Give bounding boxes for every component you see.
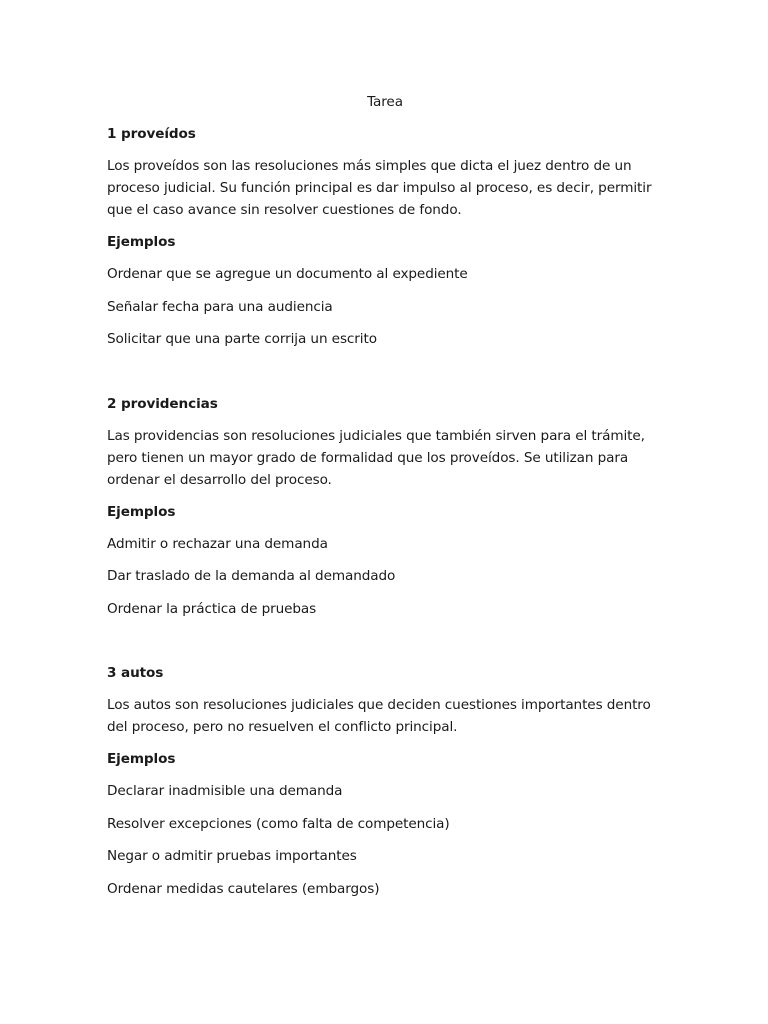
section-heading: 1 proveídos	[107, 126, 196, 142]
section-proveidos	[107, 123, 663, 350]
examples-label: Ejemplos	[107, 234, 176, 250]
section-autos	[107, 662, 663, 900]
example-item: Dar traslado de la demanda al demandado	[107, 568, 396, 584]
section-heading: 3 autos	[107, 665, 164, 681]
document-body	[107, 91, 663, 910]
section-heading: 2 providencias	[107, 395, 218, 412]
example-item: Negar o admitir pruebas importantes	[107, 848, 357, 864]
document-title: Tarea	[367, 94, 403, 110]
example-item: Ordenar la práctica de pruebas	[107, 600, 317, 617]
example-item: Resolver excepciones (como falta de competencia)	[107, 815, 450, 832]
examples-label: Ejemplos	[107, 751, 176, 767]
section-paragraph: Los proveídos son las resoluciones más simples que dicta el juez dentro de un proceso judicial. Su función principal es dar impulso al proceso, es decir, permitir que el caso avance sin resolver cuestiones de fondo.	[107, 158, 652, 218]
section-spacer	[107, 630, 663, 662]
example-item: Ordenar que se agregue un documento al expediente	[107, 266, 468, 282]
example-item: Señalar fecha para una audiencia	[107, 298, 333, 315]
example-item: Admitir o rechazar una demanda	[107, 535, 328, 552]
section-paragraph: Los autos son resoluciones judiciales que deciden cuestiones importantes dentro del proceso, pero no resuelven el conflicto principal.	[107, 697, 651, 735]
example-item: Declarar inadmisible una demanda	[107, 783, 343, 799]
example-item: Ordenar medidas cautelares (embargos)	[107, 880, 380, 897]
section-spacer	[107, 361, 663, 393]
section-paragraph: Las providencias son resoluciones judiciales que también sirven para el trámite, pero tienen un mayor grado de formalidad que los proveídos. Se utilizan para ordenar el desarrollo del proceso.	[107, 427, 645, 488]
section-providencias	[107, 393, 663, 620]
examples-label: Ejemplos	[107, 503, 176, 520]
example-item: Solicitar que una parte corrija un escrito	[107, 331, 377, 347]
